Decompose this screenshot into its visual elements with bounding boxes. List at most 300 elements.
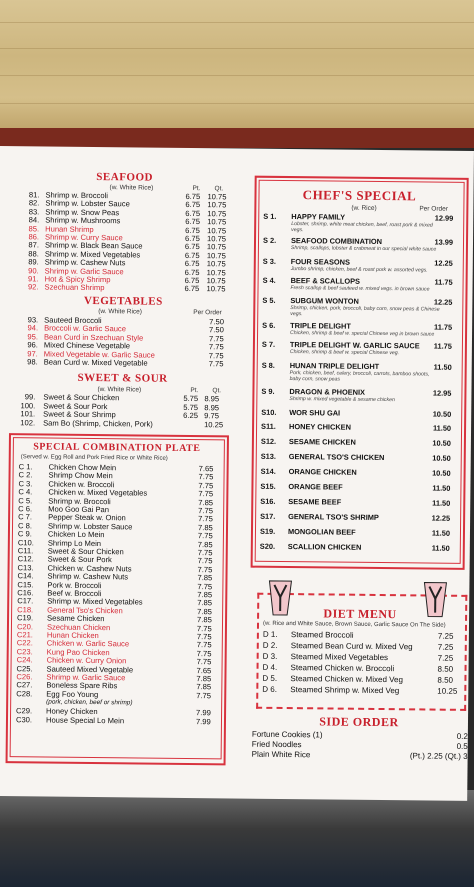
item-code: C 9. (17, 529, 32, 539)
item-name: Steamed Shrimp w. Mixed Veg (290, 685, 400, 696)
item-code: 94. (27, 323, 39, 333)
item-code: C27. (16, 680, 33, 690)
item-price: 11.75 (434, 277, 453, 287)
item-code: S10. (261, 407, 277, 417)
item-price: 7.75 (198, 489, 214, 499)
item-name: ORANGE CHICKEN (288, 467, 357, 477)
item-name: House Special Lo Mein (45, 715, 125, 726)
item-code: 98. (27, 357, 38, 367)
item-name: Mixed Chinese Vegetable (43, 340, 131, 351)
seafood-row (25, 223, 230, 235)
item-code: 97. (27, 348, 38, 359)
item-description: Lobster, shrimp, white meat chicken, beef, roast pork & mixed vegs. (291, 221, 433, 234)
table-edge (0, 128, 474, 148)
item-price: 7.75 (196, 640, 212, 650)
item-name: FOUR SEASONS (290, 257, 350, 267)
item-name: Sam Bo (Shrimp, Chicken, Pork) (43, 418, 153, 429)
item-code: 88. (28, 249, 39, 259)
item-code: C12. (17, 554, 34, 564)
item-code: C 5. (18, 495, 33, 505)
item-price: 11.75 (433, 322, 453, 332)
seafood-row (25, 282, 230, 294)
item-price: 7.65 (196, 665, 212, 675)
item-price: 7.75 (198, 506, 214, 516)
item-code: C 2. (18, 470, 33, 480)
item-code: C 8. (17, 521, 33, 531)
item-price: 10.50 (432, 453, 451, 463)
item-price: 7.25 (437, 653, 454, 663)
item-name: Shrimp w. Garlic Sauce (46, 672, 126, 683)
item-code: 100. (20, 400, 36, 410)
item-price: 7.85 (196, 682, 212, 692)
item-code: S15. (260, 481, 276, 491)
item-price: 11.50 (432, 423, 452, 433)
item-description: Shrimp, chicken, pork, broccoli, baby corn, snow peas & Chinese vegs. (290, 305, 440, 318)
item-price: 13.99 (434, 237, 454, 247)
item-code: S 4. (262, 275, 276, 285)
item-price: 7.75 (197, 556, 213, 566)
item-code: 89. (28, 257, 39, 267)
item-description: Chicken, shrimp & beef w. special Chinese veg in brown sauce (290, 330, 435, 338)
item-code: S 9. (261, 386, 275, 396)
item-price: 10.50 (432, 409, 452, 419)
seafood-row (25, 265, 230, 277)
item-price-pt: 6.75 (184, 259, 200, 269)
item-code: S19. (259, 526, 276, 536)
vegetable-row (24, 340, 229, 352)
seafood-row (25, 249, 230, 261)
chef-special-row (260, 295, 460, 318)
item-name: Bean Curd w. Mixed Vegetable (43, 357, 148, 368)
item-price: 10.50 (432, 438, 451, 448)
item-price-pt: 6.75 (185, 191, 201, 202)
item-code: 87. (28, 240, 40, 250)
item-description: Shrimp w. mixed vegetable & sesame chicken (289, 396, 395, 404)
item-name: Szechuan Shrimp (44, 282, 105, 293)
item-price: 7.75 (197, 581, 213, 591)
seafood-hdr-pt: Pt. (192, 185, 201, 193)
item-name: Shrimp Lo Mein (47, 538, 102, 548)
item-price: 7.75 (196, 657, 212, 667)
item-code: C22. (16, 638, 33, 648)
combo-title: SPECIAL COMBINATION PLATE (33, 441, 201, 455)
chef-special-row (259, 387, 459, 403)
item-price: 7.85 (197, 606, 212, 617)
sweet-sour-row (15, 400, 228, 412)
seafood-row (25, 240, 230, 252)
item-code: S 8. (261, 360, 275, 370)
item-name: DRAGON & PHOENIX (289, 387, 366, 397)
item-name: Steamed Bean Curd w. Mixed Veg (290, 641, 413, 652)
item-name: Fried Noodles (251, 739, 302, 750)
combo-c28-note: (pork, chicken, beef or shrimp) (46, 698, 133, 707)
item-price-pt: 6.25 (183, 411, 199, 421)
item-name: HONEY CHICKEN (289, 422, 351, 432)
seafood-hdr-qt: Qt. (214, 185, 224, 193)
item-price-qt: 10.75 (207, 217, 227, 227)
item-description: Jumbo shrimp, chicken, beef & roast pork w. assorted vegs. (290, 266, 428, 274)
item-price: 7.99 (196, 708, 211, 718)
item-code: 82. (28, 198, 40, 208)
chef-special-row (258, 497, 458, 513)
sweet-sour-sub: (w. White Rice) (97, 386, 142, 394)
item-price: 7.85 (197, 615, 212, 625)
item-code: C16. (17, 588, 34, 598)
item-name: Pepper Steak w. Onion (48, 512, 126, 523)
sweet-sour-title: SWEET & SOUR (77, 371, 168, 385)
item-price-pt: 5.75 (183, 402, 199, 412)
item-name: HAPPY FAMILY (291, 212, 346, 222)
item-name: SEAFOOD COMBINATION (290, 236, 383, 247)
item-price: 12.25 (431, 513, 451, 523)
item-name: SCALLION CHICKEN (287, 542, 362, 552)
item-name: Sweet & Sour Pork (47, 554, 112, 565)
item-name: Egg Foo Young (46, 689, 99, 699)
item-price-pt: 6.75 (185, 200, 201, 210)
item-name: Steamed Broccoli (290, 630, 354, 640)
item-code: D 1. (262, 629, 278, 639)
item-price: 11.75 (433, 341, 452, 351)
item-name: Moo Goo Gai Pan (48, 504, 110, 515)
item-name: Steamed Chicken w. Mixed Veg (290, 674, 403, 685)
item-name: BEEF & SCALLOPS (290, 276, 361, 286)
item-name: WOR SHU GAI (289, 408, 341, 418)
item-code: C28. (16, 688, 33, 699)
item-price: 7.25 (437, 631, 454, 641)
item-code: S 5. (262, 295, 276, 305)
item-price-qt: 10.75 (207, 200, 227, 210)
item-price-qt: 10.75 (206, 259, 226, 269)
chef-special-row (258, 542, 458, 558)
item-code: C 3. (18, 479, 33, 489)
item-code: 91. (28, 274, 39, 284)
diet-title: DIET MENU (323, 606, 397, 622)
item-code: C24. (16, 655, 33, 665)
item-price-pt: 6.75 (185, 217, 201, 227)
item-code: D 6. (262, 684, 278, 694)
item-price-qt: 10.75 (207, 208, 227, 219)
seafood-row (25, 232, 230, 244)
item-code: C29. (16, 706, 33, 716)
item-price: 7.85 (197, 522, 213, 533)
item-code: 93. (27, 315, 39, 325)
item-code: 92. (27, 282, 39, 292)
chef-special-row (261, 211, 461, 234)
floor-background (0, 790, 474, 887)
item-name: Sauteed Broccoli (44, 315, 102, 326)
sweet-sour-row (15, 409, 228, 421)
item-price-pt: 6.75 (185, 208, 201, 218)
chef-special-row (260, 340, 460, 356)
item-name: SESAME BEEF (288, 497, 342, 507)
item-code: C19. (17, 613, 34, 623)
item-name: Shrimp w. Snow Peas (45, 207, 120, 218)
item-price: 7.50 (209, 325, 224, 335)
item-price: 11.50 (432, 483, 451, 493)
chef-title: CHEF'S SPECIAL (302, 187, 417, 204)
diet-sub: (w. Rice and White Sauce, Brown Sauce, Garlic Sauce On The Side) (262, 620, 446, 629)
item-code: C13. (17, 563, 34, 573)
item-code: C26. (16, 672, 33, 682)
item-price-qt: 10.75 (206, 267, 226, 277)
chef-special-row (258, 512, 458, 528)
item-code: C30. (15, 714, 33, 725)
item-price-pt: 6.75 (185, 225, 200, 235)
item-name: SUBGUM WONTON (290, 296, 359, 306)
chef-special-row (258, 527, 458, 543)
item-name: Sweet & Sour Shrimp (43, 409, 116, 420)
item-name: TRIPLE DELIGHT W. GARLIC SAUCE (289, 340, 420, 351)
chef-special-row (259, 452, 459, 468)
seafood-row (25, 274, 230, 286)
vegetables-sub: (w. White Rice) (98, 308, 143, 316)
item-price: 8.50 (437, 675, 454, 685)
item-name: Boneless Spare Ribs (46, 680, 118, 691)
item-code: C17. (17, 596, 34, 606)
vegetables-hdr: Per Order (193, 309, 222, 317)
vegetable-row (24, 357, 229, 369)
diet-cup-left-icon (265, 577, 295, 622)
item-price: 7.75 (198, 472, 214, 482)
item-code: 83. (28, 207, 40, 217)
item-price: 7.65 (198, 464, 214, 474)
item-price: 11.50 (431, 528, 451, 538)
vegetable-row (24, 348, 229, 360)
item-name: Steamed Chicken w. Broccoli (290, 663, 395, 674)
item-code: S16. (260, 496, 276, 506)
item-price-qt: 10.25 (204, 419, 224, 430)
seafood-row (26, 190, 231, 202)
item-price: (Pt.) 2.25 (Qt.) 3 (409, 751, 468, 761)
side-order-row (251, 729, 468, 741)
item-name: Chicken w. Broccoli (48, 479, 115, 490)
item-code: S14. (260, 466, 276, 476)
item-code: S20. (259, 541, 276, 551)
chef-sub: (w. Rice) (351, 204, 377, 212)
chef-hdr: Per Order (419, 205, 448, 213)
item-code: 84. (28, 215, 40, 225)
item-code: 81. (28, 190, 40, 200)
item-name: Pork w. Broccoli (47, 580, 102, 590)
item-name: Sweet & Sour Chicken (43, 392, 120, 403)
item-price: 7.75 (208, 342, 224, 352)
item-name: Shrimp w. Curry Sauce (45, 232, 123, 243)
item-price: 7.85 (197, 573, 213, 583)
item-name: Bean Curd in Szechuan Style (43, 332, 144, 343)
sweet-sour-hdr-qt: Qt. (212, 387, 222, 395)
vegetable-row (24, 332, 229, 344)
item-name: Chicken w. Mixed Vegetables (48, 487, 148, 498)
item-name: General Tso's Chicken (47, 605, 123, 616)
item-price: 7.85 (196, 674, 212, 684)
item-price: 7.25 (437, 642, 454, 652)
side-order-row (251, 739, 468, 751)
item-code: S 6. (262, 320, 276, 330)
item-code: C14. (17, 571, 34, 581)
item-price: 12.25 (433, 297, 453, 307)
item-code: C20. (16, 621, 34, 631)
item-price: 7.75 (198, 514, 213, 524)
item-price: 7.85 (197, 590, 213, 600)
item-price-pt: 6.75 (184, 242, 200, 252)
seafood-row (25, 215, 230, 227)
item-code: C11. (17, 546, 34, 556)
item-code: 102. (20, 418, 36, 428)
item-code: 85. (28, 223, 40, 234)
item-code: D 4. (262, 662, 278, 672)
item-price-qt: 8.95 (204, 402, 220, 412)
item-name: GENERAL TSO'S CHICKEN (288, 452, 385, 463)
item-code: S 7. (261, 339, 276, 349)
item-name: ORANGE BEEF (288, 482, 343, 492)
item-name: Shrimp w. Black Bean Sauce (44, 240, 143, 251)
seafood-title: SEAFOOD (96, 171, 154, 184)
item-code: S11. (261, 421, 276, 431)
item-code: C 7. (18, 512, 33, 522)
item-price: 11.50 (433, 362, 452, 372)
item-name: Fortune Cookies (1) (251, 729, 323, 740)
item-code: 86. (28, 232, 40, 242)
item-price: 7.75 (196, 648, 212, 659)
item-name: Shrimp w. Cashew Nuts (44, 257, 126, 268)
item-price: 7.75 (197, 548, 213, 558)
item-price: 7.75 (208, 333, 224, 344)
item-code: C25. (16, 663, 33, 673)
sweet-sour-hdr-pt: Pt. (190, 387, 199, 395)
item-name: Shrimp Chow Mein (48, 470, 113, 481)
item-name: Shrimp w. Mushrooms (45, 215, 121, 226)
side-order-row (251, 749, 468, 761)
item-price: 7.85 (198, 497, 214, 507)
item-price-qt: 10.75 (206, 234, 227, 244)
item-name: MONGOLIAN BEEF (287, 527, 356, 537)
item-price: 7.85 (197, 598, 213, 608)
item-price-qt: 10.75 (206, 250, 226, 261)
item-price: 7.75 (198, 480, 214, 491)
item-price: 0.5 (456, 741, 468, 751)
combo-sub: (Served w. Egg Roll and Pork Fried Rice or White Rice) (20, 454, 168, 462)
item-name: Shrimp w. Broccoli (48, 496, 111, 506)
item-description: Fresh scallop & beef sauteed w. mixed vegs. in brown sauce (290, 285, 430, 293)
chef-special-row (261, 257, 461, 273)
item-name: Sesame Chicken (47, 613, 105, 624)
item-name: Hot & Spicy Shrimp (44, 274, 111, 285)
item-price-pt: 6.75 (184, 284, 200, 294)
item-name: Kung Pao Chicken (46, 647, 110, 657)
item-price: 12.25 (434, 258, 453, 268)
item-name: Plain White Rice (251, 749, 311, 760)
item-name: Szechuan Chicken (46, 622, 111, 632)
item-code: C 1. (18, 462, 33, 472)
item-code: C 4. (18, 487, 33, 497)
item-price-qt: 10.75 (207, 192, 227, 202)
item-price: 7.75 (196, 632, 212, 642)
item-code: D 5. (262, 673, 278, 683)
item-price: 7.50 (209, 317, 224, 327)
item-name: Chicken w. Cashew Nuts (47, 563, 132, 574)
item-code: S12. (260, 436, 277, 446)
seafood-sub: (w. White Rice) (109, 184, 154, 192)
chef-special-row (260, 360, 460, 383)
item-price: 7.75 (197, 564, 213, 575)
item-name: Shrimp w. Garlic Sauce (44, 266, 124, 276)
item-price-qt: 10.75 (207, 225, 227, 235)
item-code: S 1. (263, 211, 277, 221)
item-code: 95. (27, 332, 39, 342)
chef-special-row (259, 422, 459, 438)
chef-special-row (258, 482, 458, 498)
item-name: Chicken Chow Mein (48, 462, 117, 473)
item-name: Shrimp w. Mixed Vegetables (47, 596, 143, 607)
item-price: 7.75 (197, 531, 213, 541)
item-price-pt: 6.75 (184, 275, 200, 286)
item-name: Chicken Lo Mein (47, 529, 105, 540)
item-name: Chicken w. Garlic Sauce (46, 638, 130, 649)
item-name: Sweet & Sour Chicken (47, 546, 124, 557)
item-code: S13. (260, 451, 277, 461)
item-price: 10.50 (432, 468, 451, 478)
item-name: Shrimp w. Cashew Nuts (47, 571, 129, 582)
item-code: 96. (27, 340, 38, 350)
item-description: Chicken, shrimp & beef w. special Chinese veg. (289, 349, 400, 357)
item-price: 12.99 (434, 213, 454, 223)
item-price-qt: 9.75 (204, 411, 220, 421)
item-code: S 2. (262, 235, 277, 245)
menu-paper (0, 146, 474, 801)
item-code: 99. (24, 392, 36, 402)
item-code: D 2. (262, 640, 278, 650)
item-name: Mixed Vegetable w. Garlic Sauce (43, 349, 155, 360)
item-price-qt: 10.75 (206, 242, 227, 252)
item-name: GENERAL TSO'S SHRIMP (288, 512, 379, 522)
item-code: D 3. (262, 651, 278, 661)
vegetable-row (24, 323, 229, 335)
item-code: C23. (16, 646, 33, 657)
item-name: Hunan Shrimp (45, 224, 94, 234)
item-code: C18. (17, 605, 34, 615)
item-price: 11.50 (431, 543, 450, 553)
item-name: SESAME CHICKEN (288, 437, 356, 447)
vegetable-row (24, 315, 229, 327)
item-name: Sauteed Mixed Vegetable (46, 664, 134, 675)
item-price-pt: 6.75 (184, 267, 200, 277)
item-code: S17. (260, 511, 276, 521)
item-description: Pork, chicken, beef, celery, broccoli, carrots, bamboo shoots, baby corn, snow peas (289, 370, 430, 383)
item-name: Shrimp w. Broccoli (45, 190, 109, 201)
item-name: Broccoli w. Garlic Sauce (44, 323, 127, 334)
item-name: Chicken w. Curry Onion (46, 655, 127, 666)
item-code: 90. (28, 265, 39, 276)
item-name: Shrimp w. Mixed Vegetables (44, 249, 141, 260)
item-name: Hunan Chicken (46, 630, 99, 641)
chef-special-row (259, 467, 459, 483)
vegetables-title: VEGETABLES (83, 294, 163, 308)
item-price: 7.75 (208, 359, 224, 369)
item-price: 7.75 (196, 690, 212, 701)
chef-special-row (261, 276, 461, 292)
chef-special-row (261, 236, 461, 252)
chef-special-row (260, 321, 460, 337)
item-code: S 3. (262, 256, 277, 266)
item-price: 12.95 (432, 388, 452, 398)
item-code: 101. (20, 409, 36, 419)
wood-table-top (0, 0, 474, 140)
seafood-row (25, 198, 230, 210)
item-code: C10. (17, 537, 34, 547)
item-price-qt: 10.75 (206, 284, 226, 294)
item-price-pt: 6.75 (184, 250, 200, 260)
item-name: Honey Chicken (46, 706, 98, 717)
